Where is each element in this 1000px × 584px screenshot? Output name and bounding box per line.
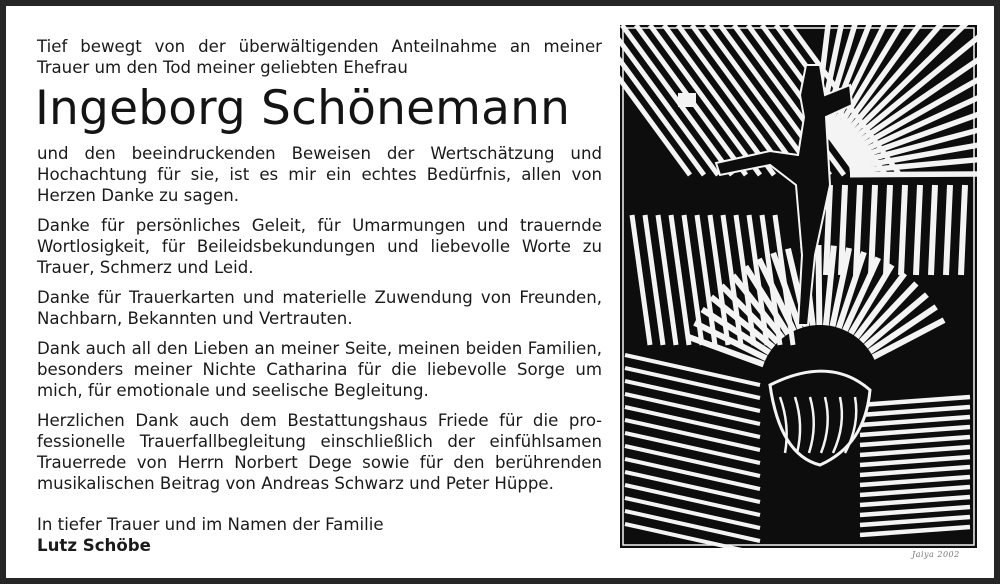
woodcut-artwork — [620, 25, 977, 548]
closing-line: In tiefer Trauer und im Namen der Familie — [37, 515, 384, 534]
artist-mark: Jaiya 2002 — [912, 550, 960, 559]
intro-text: Tief bewegt von der überwältigenden Anteilnahme an meiner Trauer um den Tod meiner geliebten Ehefrau — [37, 37, 602, 77]
woodcut-image — [620, 25, 977, 548]
thanks-paragraph-3: Danke für Trauerkarten und materielle Zuwendung von Freunden, Nachbarn, Bekannten und Vertrauten. — [37, 288, 602, 328]
thanks-paragraph-2: Danke für persönliches Geleit, für Umarmungen und trauernde Wortlosigkeit, für Beileidsbekundungen und liebevolle Worte zu Trauer, Schmerz und Leid. — [37, 216, 602, 277]
small-box — [678, 93, 696, 107]
thanks-paragraph-4: Dank auch all den Lieben an meiner Seite, meinen beiden Familien, besonders meiner Nichte Catharina für die liebevolle Sorge um mich, für emotionale und seelische Begleitung. — [37, 339, 602, 400]
thanks-paragraph-5: Herzlichen Dank auch dem Bestattungshaus Friede für die professionelle Trauerfallbegleitung einschließlich der einfühlsamen Trauerrede von Herrn Norbert Dege sowie für den berührenden musikalischen Beitrag von Andreas Schwarz und Peter Hüppe. — [37, 411, 602, 493]
signature: Lutz Schöbe — [37, 536, 151, 555]
thanks-paragraph-1: und den beeindruckenden Beweisen der Wertschätzung und Hochachtung für sie, ist es mir ein echtes Bedürfnis, allen von Herzen Danke zu sagen. — [37, 144, 602, 205]
deceased-name: Ingeborg Schönemann — [35, 81, 571, 136]
notice-text — [37, 36, 602, 556]
